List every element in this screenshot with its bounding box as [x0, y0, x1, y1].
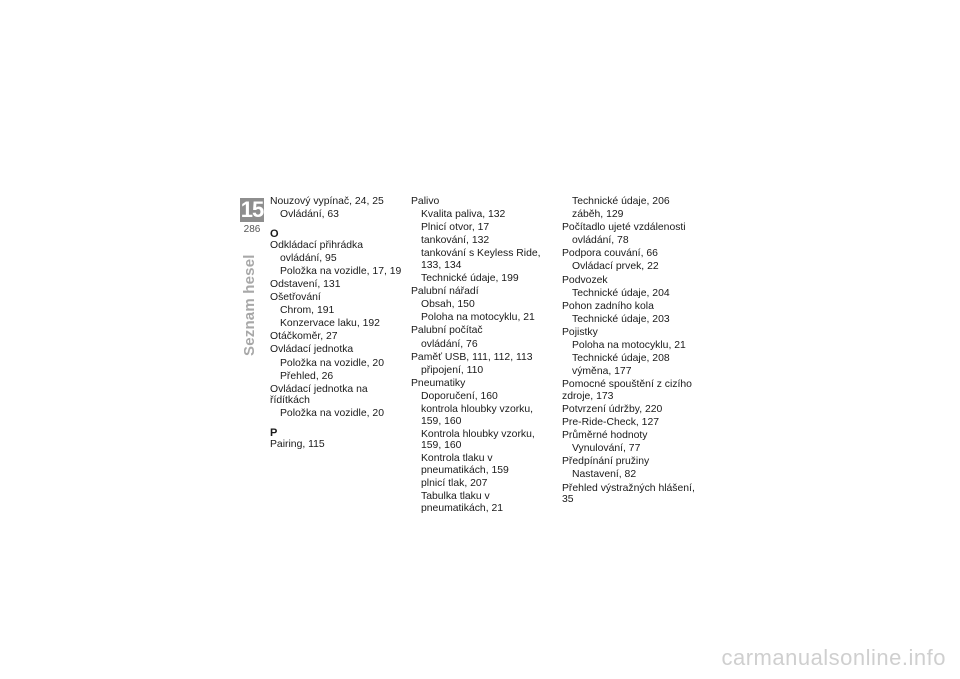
- index-entry: Pohon zadního kola: [562, 300, 654, 312]
- index-subentry: Ovládací prvek, 22: [572, 261, 659, 273]
- index-subentry: Kvalita paliva, 132: [421, 209, 506, 221]
- index-entry: Odkládací přihrádka: [270, 239, 363, 251]
- site-watermark: carmanualsonline.info: [721, 645, 946, 670]
- index-entry: Palubní nářadí: [411, 286, 479, 298]
- index-entry: Otáčkoměr, 27: [270, 331, 338, 343]
- index-subentry: kontrola hloubky vzorku, 159, 160: [421, 404, 534, 427]
- index-subentry: Technické údaje, 204: [572, 287, 670, 299]
- index-entry: Nouzový vypínač, 24, 25: [270, 196, 384, 207]
- index-subentry: připojení, 110: [421, 364, 484, 376]
- index-subentry: Doporučení, 160: [421, 390, 498, 402]
- index-entry: Potvrzení údržby, 220: [562, 404, 663, 415]
- index-subentry: Chrom, 191: [280, 305, 335, 317]
- index-subentry: Vynulování, 77: [572, 443, 641, 455]
- index-subentry: Technické údaje, 199: [421, 273, 519, 285]
- index-subentry: Nastavení, 82: [572, 469, 637, 481]
- index-entry: Ošetřování: [270, 292, 321, 304]
- index-subentry: Přehled, 26: [280, 370, 334, 382]
- index-entry: Pojistky: [562, 326, 598, 338]
- index-subentry: Tabulka tlaku v pneumatikách, 21: [421, 491, 504, 514]
- index-subentry: Poloha na motocyklu, 21: [572, 340, 686, 352]
- index-entry: Pre-Ride-Check, 127: [562, 417, 660, 429]
- index-subentry: Kontrola tlaku v pneumatikách, 159: [421, 453, 509, 476]
- index-entry: Předpínání pružiny: [562, 456, 650, 468]
- index-subentry: Technické údaje, 208: [572, 353, 670, 365]
- index-subentry: výměna, 177: [572, 366, 632, 378]
- index-subentry: ovládání, 78: [572, 235, 629, 247]
- index-subentry: Plnicí otvor, 17: [421, 222, 490, 234]
- index-entry: Podpora couvání, 66: [562, 248, 658, 260]
- index-subentry: Technické údaje, 203: [572, 313, 670, 325]
- index-subentry: Konzervace laku, 192: [280, 318, 380, 330]
- index-subentry: Kontrola hloubky vzorku, 159, 160: [421, 428, 535, 452]
- index-subentry: Položka na vozidle, 20: [280, 408, 384, 420]
- index-subentry: ovládání, 76: [421, 338, 478, 350]
- index-column-1: [270, 196, 405, 452]
- index-entry: Paměť USB, 111, 112, 113: [411, 351, 533, 363]
- index-entry: Počítadlo ujeté vzdálenosti: [562, 222, 686, 234]
- index-entry: Pairing, 115: [270, 439, 325, 450]
- index-subentry: Položka na vozidle, 17, 19: [280, 265, 402, 277]
- index-entry: Přehled výstražných hlášení, 35: [562, 482, 695, 506]
- index-entry: Podvozek: [562, 274, 608, 286]
- index-subentry: tankování, 132: [421, 235, 490, 247]
- index-subentry: Poloha na motocyklu, 21: [421, 312, 535, 324]
- index-letter-heading: P: [270, 427, 278, 439]
- index-subentry: Ovládání, 63: [280, 209, 339, 221]
- index-subentry: záběh, 129: [572, 209, 624, 221]
- index-entry: Pomocné spouštění z cizího zdroje, 173: [562, 379, 692, 402]
- index-entry: Palivo: [411, 196, 440, 207]
- index-entry: Odstavení, 131: [270, 278, 341, 290]
- index-entry: Pneumatiky: [411, 377, 466, 389]
- section-side-title: Seznam hesel: [241, 254, 258, 356]
- index-subentry: Položka na vozidle, 20: [280, 357, 384, 369]
- index-entry: Ovládací jednotka: [270, 344, 354, 356]
- index-subentry: Technické údaje, 206: [572, 196, 670, 207]
- index-letter-heading: O: [270, 227, 279, 240]
- chapter-number-tab: 15: [240, 197, 264, 222]
- index-entry: Průměrné hodnoty: [562, 430, 648, 442]
- index-subentry: ovládání, 95: [280, 252, 337, 264]
- index-subentry: plnicí tlak, 207: [421, 478, 488, 490]
- index-column-2: [411, 196, 553, 516]
- index-entry: Palubní počítač: [411, 325, 483, 337]
- index-subentry: Obsah, 150: [421, 299, 475, 311]
- page-number: 286: [243, 224, 261, 235]
- index-column-3: [562, 196, 702, 507]
- index-entry: Ovládací jednotka na řídítkách: [270, 383, 368, 407]
- index-subentry: tankování s Keyless Ride, 133, 134: [421, 248, 541, 271]
